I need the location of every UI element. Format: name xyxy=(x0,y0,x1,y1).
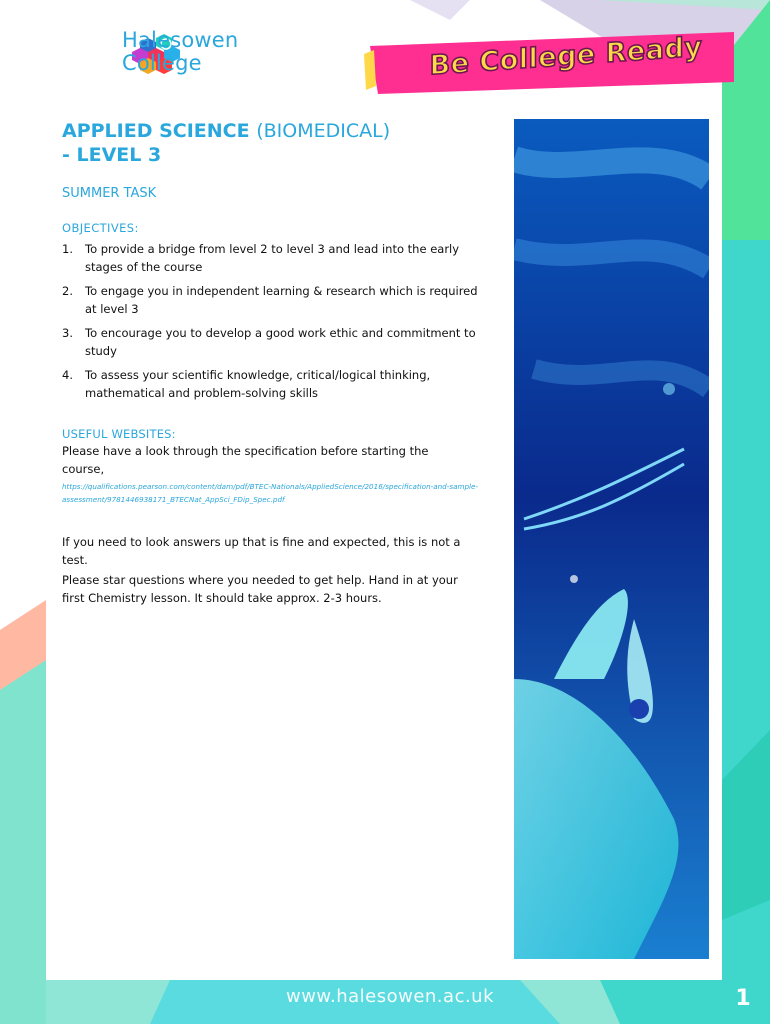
page-number: 1 xyxy=(735,986,751,1011)
objective-text: To engage you in independent learning & research which is required at level 3 xyxy=(85,284,478,316)
objective-item xyxy=(62,325,482,360)
objectives-list xyxy=(62,241,482,409)
logo-line2: College xyxy=(122,51,202,75)
title-level: - LEVEL 3 xyxy=(62,144,162,166)
objectives-heading: OBJECTIVES: xyxy=(62,221,139,235)
logo-line1: Halesowen xyxy=(122,28,239,52)
note-answers: If you need to look answers up that is fine and expected, this is not a test. xyxy=(62,535,461,567)
footer-website: www.halesowen.ac.uk xyxy=(285,986,495,1007)
websites-heading: USEFUL WEBSITES: xyxy=(62,427,176,441)
summer-task-heading: SUMMER TASK xyxy=(62,186,157,201)
objective-text: To provide a bridge from level 2 to level 3 and lead into the early stages of the course xyxy=(85,242,460,274)
objective-item xyxy=(62,367,482,402)
page-title xyxy=(62,119,492,167)
objective-item xyxy=(62,283,482,318)
banner-slogan: Be College Ready xyxy=(429,31,703,82)
note-instructions: Please star questions where you needed to get help. Hand in at your first Chemistry lesson. It should take approx. 2-3 hours. xyxy=(62,573,458,605)
objective-number: 4. xyxy=(62,368,73,382)
objective-number: 3. xyxy=(62,326,73,340)
title-main: APPLIED SCIENCE xyxy=(62,120,250,142)
dna-hand-image xyxy=(514,119,709,959)
objective-number: 2. xyxy=(62,284,73,298)
objective-item xyxy=(62,241,482,276)
objective-text: To assess your scientific knowledge, critical/logical thinking, mathematical and problem-solving skills xyxy=(85,368,431,400)
specification-link[interactable]: https://qualifications.pearson.com/content/dam/pdf/BTEC-Nationals/AppliedScience/2016/specification-and-sample-assessment/9781446938171_BTECNat_AppSci_FDip_Spec.pdf xyxy=(62,482,479,504)
objective-number: 1. xyxy=(62,242,73,256)
objective-text: To encourage you to develop a good work ethic and commitment to study xyxy=(85,326,476,358)
title-paren: (BIOMEDICAL) xyxy=(256,120,391,142)
websites-text: Please have a look through the specification before starting the course, xyxy=(62,444,429,476)
logo-text xyxy=(122,29,238,75)
